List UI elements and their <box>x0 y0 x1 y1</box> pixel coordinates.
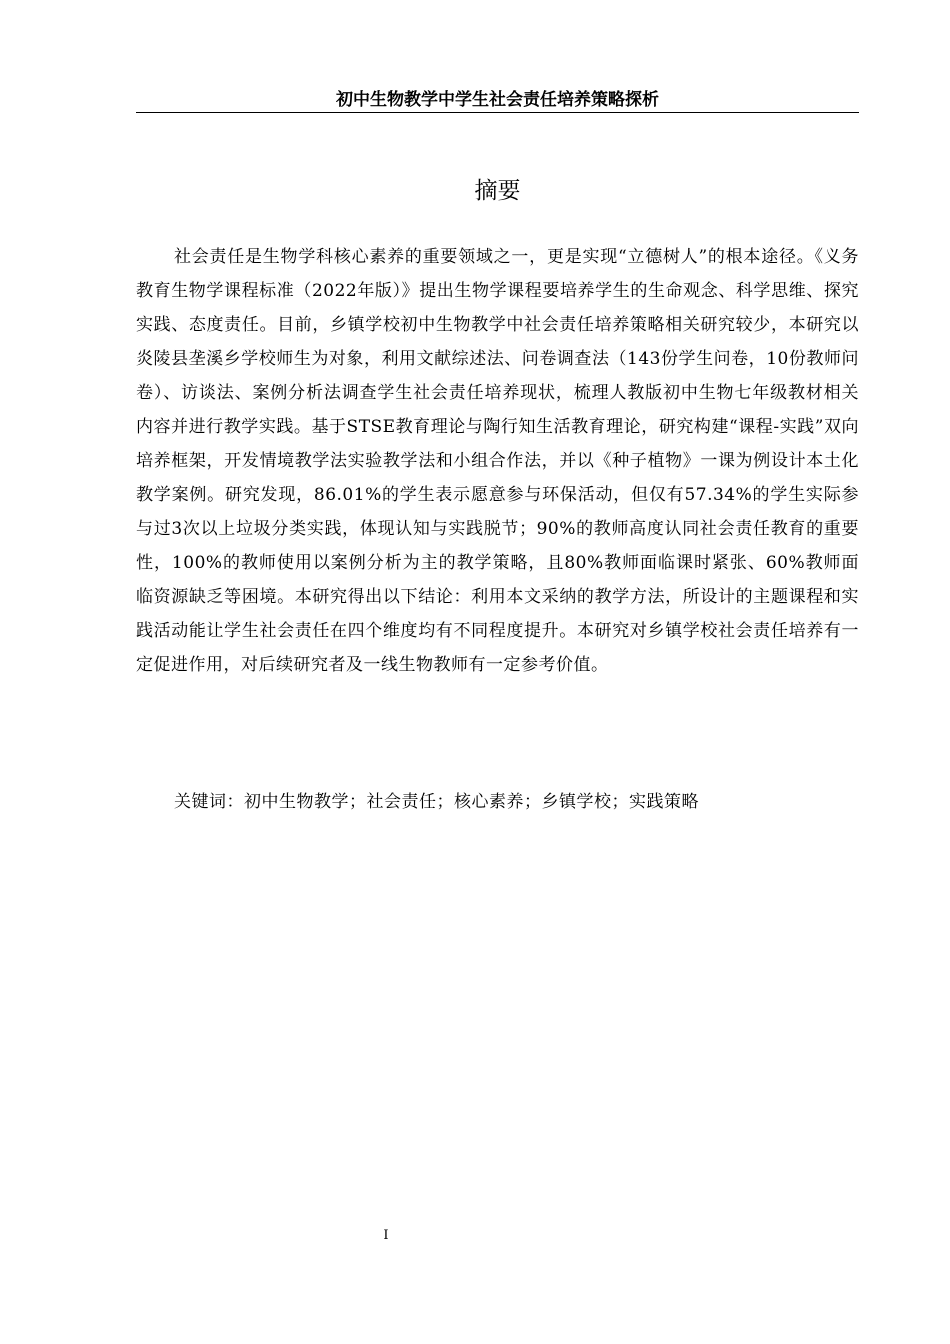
page-number: I <box>383 1228 389 1243</box>
keywords-line: 关键词：初中生物教学；社会责任；核心素养；乡镇学校；实践策略 <box>174 792 699 812</box>
abstract-heading: 摘要 <box>474 178 521 204</box>
abstract-body: 社会责任是生物学科核心素养的重要领域之一，更是实现“立德树人”的根本途径。《义务教育生物学课程标准（2022年版）》提出生物学课程要培养学生的生命观念、科学思维、探究实践、态度责任。目前，乡镇学校初中生物教学中社会责任培养策略相关研究较少，本研究以炎陵县垄溪乡学校师生为对象，利用文献综述法、问卷调查法（143份学生问卷，10份教师问卷）、访谈法、案例分析法调查学生社会责任培养现状，梳理人教版初中生物七年级教材相关内容并进行教学实践。基于STSE教育理论与陶行知生活教育理论，研究构建“课程-实践”双向培养框架，开发情境教学法实验教学法和小组合作法，并以《种子植物》一课为例设计本土化教学案例。研究发现，86.01%的学生表示愿意参与环保活动，但仅有57.34%的学生实际参与过3次以上垃圾分类实践，体现认知与实践脱节；90%的教师高度认同社会责任教育的重要性，100%的教师使用以案例分析为主的教学策略，且80%教师面临课时紧张、60%教师面临资源缺乏等困境。本研究得出以下结论：利用本文采纳的教学方法，所设计的主题课程和实践活动能让学生社会责任在四个维度均有不同程度提升。本研究对乡镇学校社会责任培养有一定促进作用，对后续研究者及一线生物教师有一定参考价值。 <box>136 247 859 675</box>
running-header-title: 初中生物教学中学生社会责任培养策略探析 <box>136 88 859 113</box>
